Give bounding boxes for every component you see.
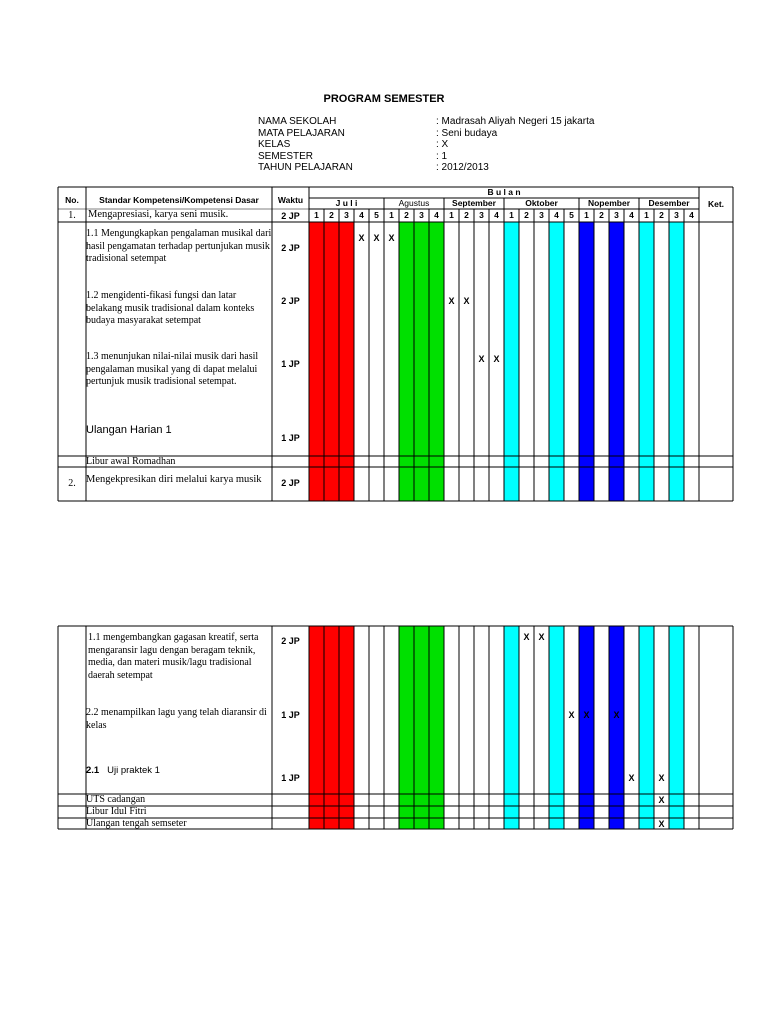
month-september: September [452,198,496,208]
duration: 1 JP [281,433,300,443]
header-standard: Standar Kompetensi/Kompetensi Dasar [99,195,259,205]
basic-competency: 1.1 mengembangkan gagasan kreatif, serta mengaransir lagu dengan beragam teknik, media, dan materi musik/lagu tradisional daerah setempat [88,632,259,681]
week-number: 3 [419,210,424,220]
week-number: 5 [569,210,574,220]
schedule-mark: X [478,354,485,364]
basic-competency: 2.2 menampilkan lagu yang telah diaransir di kelas [86,707,267,731]
week-number: 1 [314,210,319,220]
week-number: 3 [674,210,679,220]
week-number: 1 [584,210,589,220]
info-value: : Madrasah Aliyah Negeri 15 jakarta [436,116,595,127]
holiday-label: Libur Idul Fitri [86,806,147,817]
duration: 2 JP [281,636,300,646]
practice-test-number: 2.1 [86,765,100,776]
week-number: 3 [614,210,619,220]
header-waktu: Waktu [277,195,304,205]
week-color-band [414,626,429,829]
page-title: PROGRAM SEMESTER [323,93,445,105]
week-number: 2 [599,210,604,220]
schedule-mark: X [583,710,590,720]
week-number: 4 [359,210,364,220]
month-nopember: Nopember [587,198,631,208]
info-label: TAHUN PELAJARAN [258,162,353,173]
duration: 2 JP [281,296,300,306]
header-no: No. [65,195,79,205]
week-color-band [549,626,564,829]
duration: 2 JP [281,478,300,488]
week-number: 2 [464,210,469,220]
duration: 1 JP [281,359,300,369]
week-number: 1 [449,210,454,220]
practice-test-label: Uji praktek 1 [107,765,160,776]
schedule-mark: X [493,354,500,364]
schedule-mark: X [658,795,665,805]
info-value: : Seni budaya [436,128,498,139]
month-desember: Desember [648,198,690,208]
week-color-band [669,626,684,829]
info-value: : 2012/2013 [436,162,489,173]
schedule-mark: X [448,296,455,306]
duration: 1 JP [281,710,300,720]
duration: 1 JP [281,773,300,783]
week-color-band [399,626,414,829]
duration: 2 JP [281,243,300,253]
daily-test-label: Ulangan Harian 1 [86,424,172,436]
week-number: 2 [659,210,664,220]
schedule-mark: X [613,710,620,720]
info-value: : 1 [436,151,448,162]
info-value: : X [436,139,449,150]
month-oktober: Oktober [525,198,558,208]
info-label: NAMA SEKOLAH [258,116,337,127]
week-number: 4 [554,210,559,220]
competency-standard: Mengekpresikan diri melalui karya musik [86,474,262,485]
schedule-mark: X [388,233,395,243]
week-number: 5 [374,210,379,220]
week-number: 4 [689,210,694,220]
info-label: KELAS [258,139,291,150]
schedule-mark: X [358,233,365,243]
header-bulan: B u l a n [487,187,521,197]
schedule-mark: X [538,632,545,642]
duration: 2 JP [281,211,300,221]
info-label: SEMESTER [258,151,314,162]
week-color-band [324,626,339,829]
row-number: 1. [68,210,76,221]
week-number: 2 [404,210,409,220]
info-label: MATA PELAJARAN [258,128,345,139]
week-number: 3 [479,210,484,220]
week-number: 1 [509,210,514,220]
basic-competency: 1.3 menunjukan nilai-nilai musik dari hasil pengalaman musikal yang di dapat melalui pertunjuk musik tradisional setempat. [86,351,259,387]
week-color-band [309,626,324,829]
competency-standard: Mengapresiasi, karya seni musik. [88,209,229,220]
basic-competency-text: 1.1 Mengungkapkan pengalaman musikal dari hasil pengamatan terhadap pertunjukan musik tradisional setempat [86,228,272,264]
week-number: 1 [644,210,649,220]
uts-reserve-label: UTS cadangan [86,794,146,805]
month-agustus: Agustus [398,198,430,208]
week-color-band [339,626,354,829]
schedule-mark: X [463,296,470,306]
mid-semester-test-label: Ulangan tengah semseter [86,818,187,829]
week-number: 4 [629,210,634,220]
week-number: 4 [494,210,499,220]
week-number: 3 [539,210,544,220]
week-number: 2 [524,210,529,220]
schedule-mark: X [658,773,665,783]
week-number: 2 [329,210,334,220]
month-juli: J u l i [335,198,358,208]
week-color-band [639,626,654,829]
schedule-mark: X [523,632,530,642]
header-ket: Ket. [707,199,725,209]
week-number: 4 [434,210,439,220]
practice-test [86,765,272,778]
schedule-mark: X [628,773,635,783]
basic-competency: 1.2 mengidenti-fikasi fungsi dan latar belakang musik tradisional dalam konteks budaya masyarakat setempat [86,290,255,326]
week-color-band [429,626,444,829]
schedule-mark: X [373,233,380,243]
schedule-mark: X [658,819,665,829]
row-number: 2. [68,478,76,489]
week-color-band [504,626,519,829]
week-color-band [579,626,594,829]
schedule-mark: X [568,710,575,720]
holiday-label: Libur awal Romadhan [86,456,176,467]
week-number: 3 [344,210,349,220]
week-number: 1 [389,210,394,220]
week-color-band [609,626,624,829]
